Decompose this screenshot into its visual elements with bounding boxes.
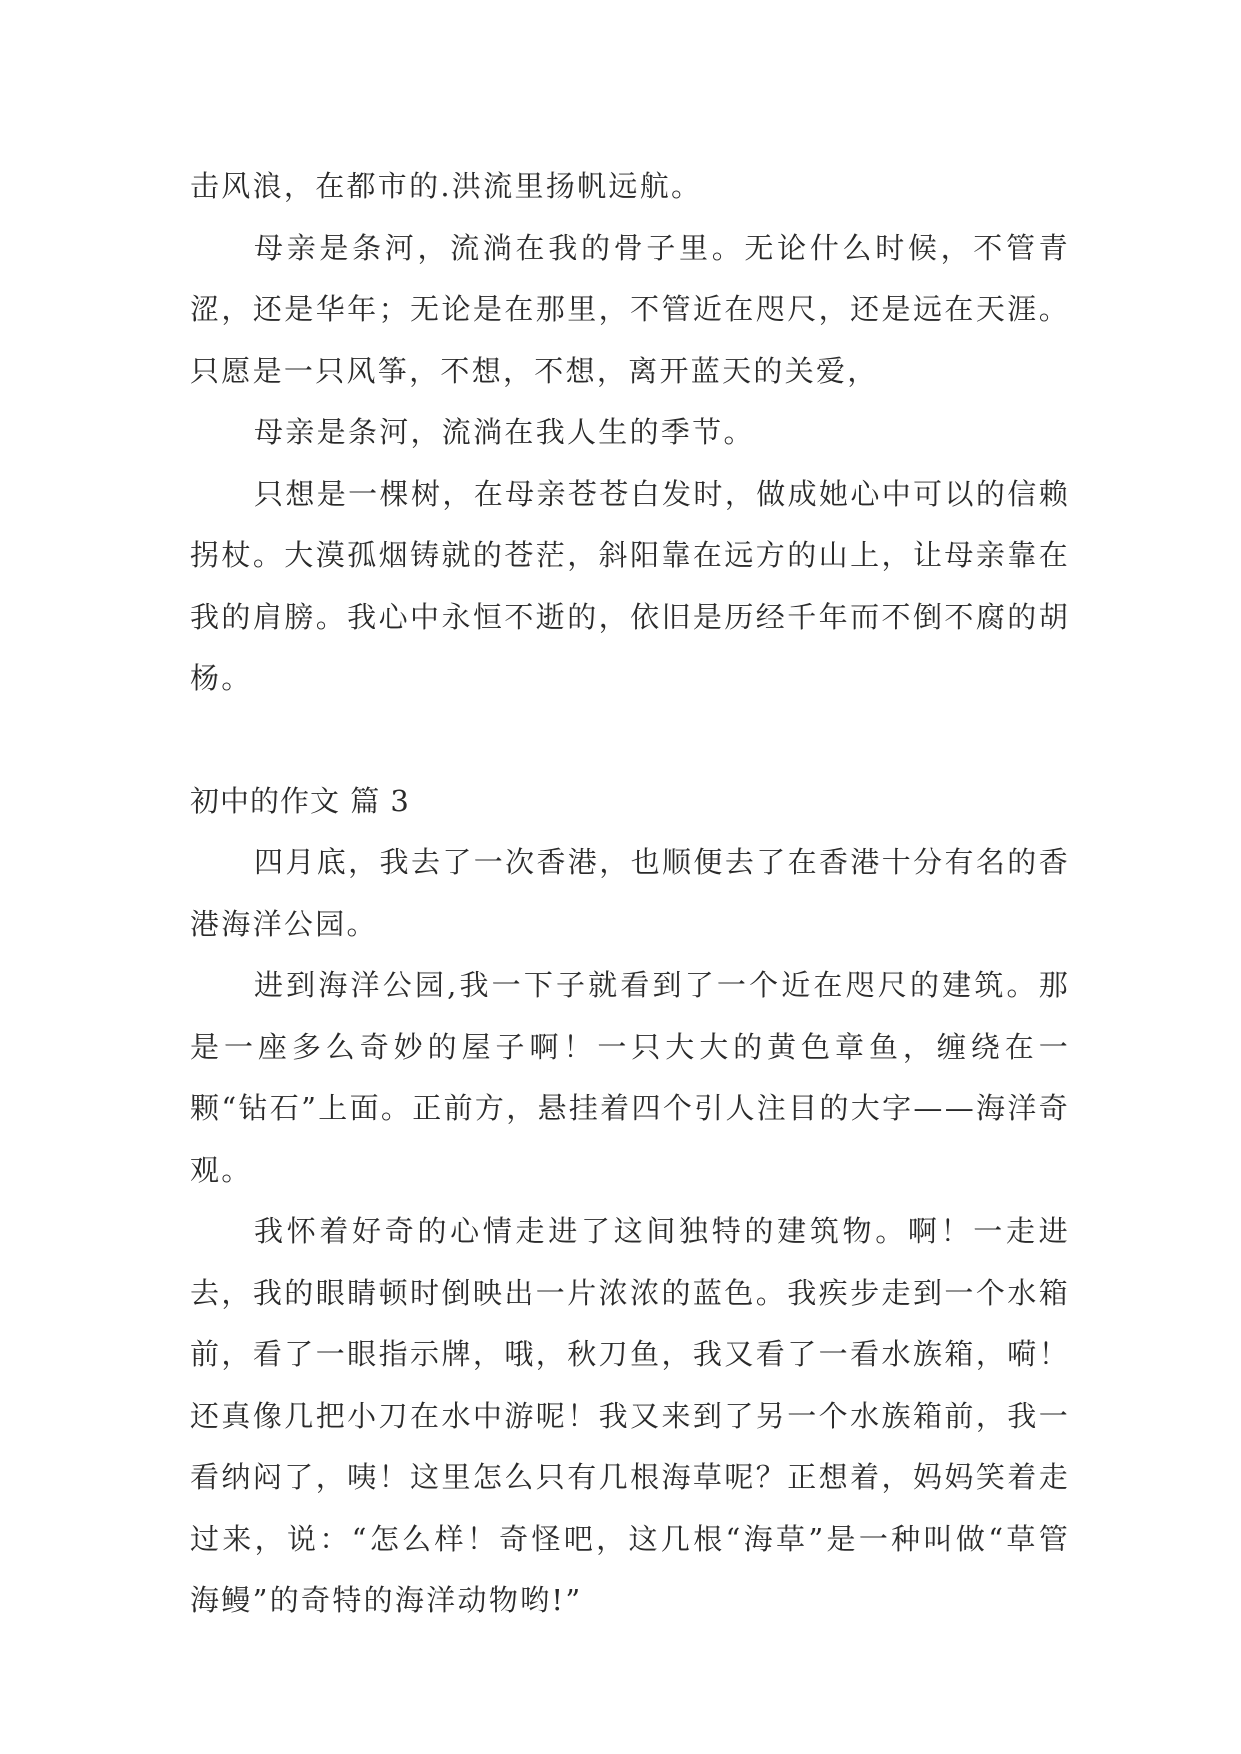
paragraph: 母亲是条河，流淌在我人生的季节。	[254, 415, 755, 449]
document-body	[190, 156, 1070, 1632]
paragraph: 四月底，我去了一次香港，也顺便去了在香港十分有名的香港海洋公园。	[190, 845, 1070, 941]
paragraph: 母亲是条河，流淌在我的骨子里。无论什么时候，不管青涩，还是华年；无论是在那里，不管近在咫尺，还是远在天涯。只愿是一只风筝，不想，不想，离开蓝天的关爱，	[190, 230, 1070, 388]
paragraph: 我怀着好奇的心情走进了这间独特的建筑物。啊！一走进去，我的眼睛顿时倒映出一片浓浓的蓝色。我疾步走到一个水箱前，看了一眼指示牌，哦，秋刀鱼，我又看了一看水族箱，嗬！还真像几把小刀在水中游呢！我又来到了另一个水族箱前，我一看纳闷了，咦！这里怎么只有几根海草呢？正想着，妈妈笑着走过来，说：“怎么样！奇怪吧，这几根“海草”是一种叫做“草管海鳗”的奇特的海洋动物哟!”	[190, 1214, 1070, 1617]
paragraph: 进到海洋公园,我一下子就看到了一个近在咫尺的建筑。那是一座多么奇妙的屋子啊！一只大大的黄色章鱼，缠绕在一颗“钻石”上面。正前方，悬挂着四个引人注目的大字——海洋奇观。	[190, 968, 1070, 1187]
section-heading: 初中的作文 篇 3	[190, 783, 410, 818]
paragraph: 只想是一棵树，在母亲苍苍白发时，做成她心中可以的信赖拐杖。大漠孤烟铸就的苍茫，斜阳靠在远方的山上，让母亲靠在我的肩膀。我心中永恒不逝的，依旧是历经千年而不倒不腐的胡杨。	[190, 476, 1070, 695]
paragraph: 击风浪，在都市的.洪流里扬帆远航。	[190, 169, 703, 203]
